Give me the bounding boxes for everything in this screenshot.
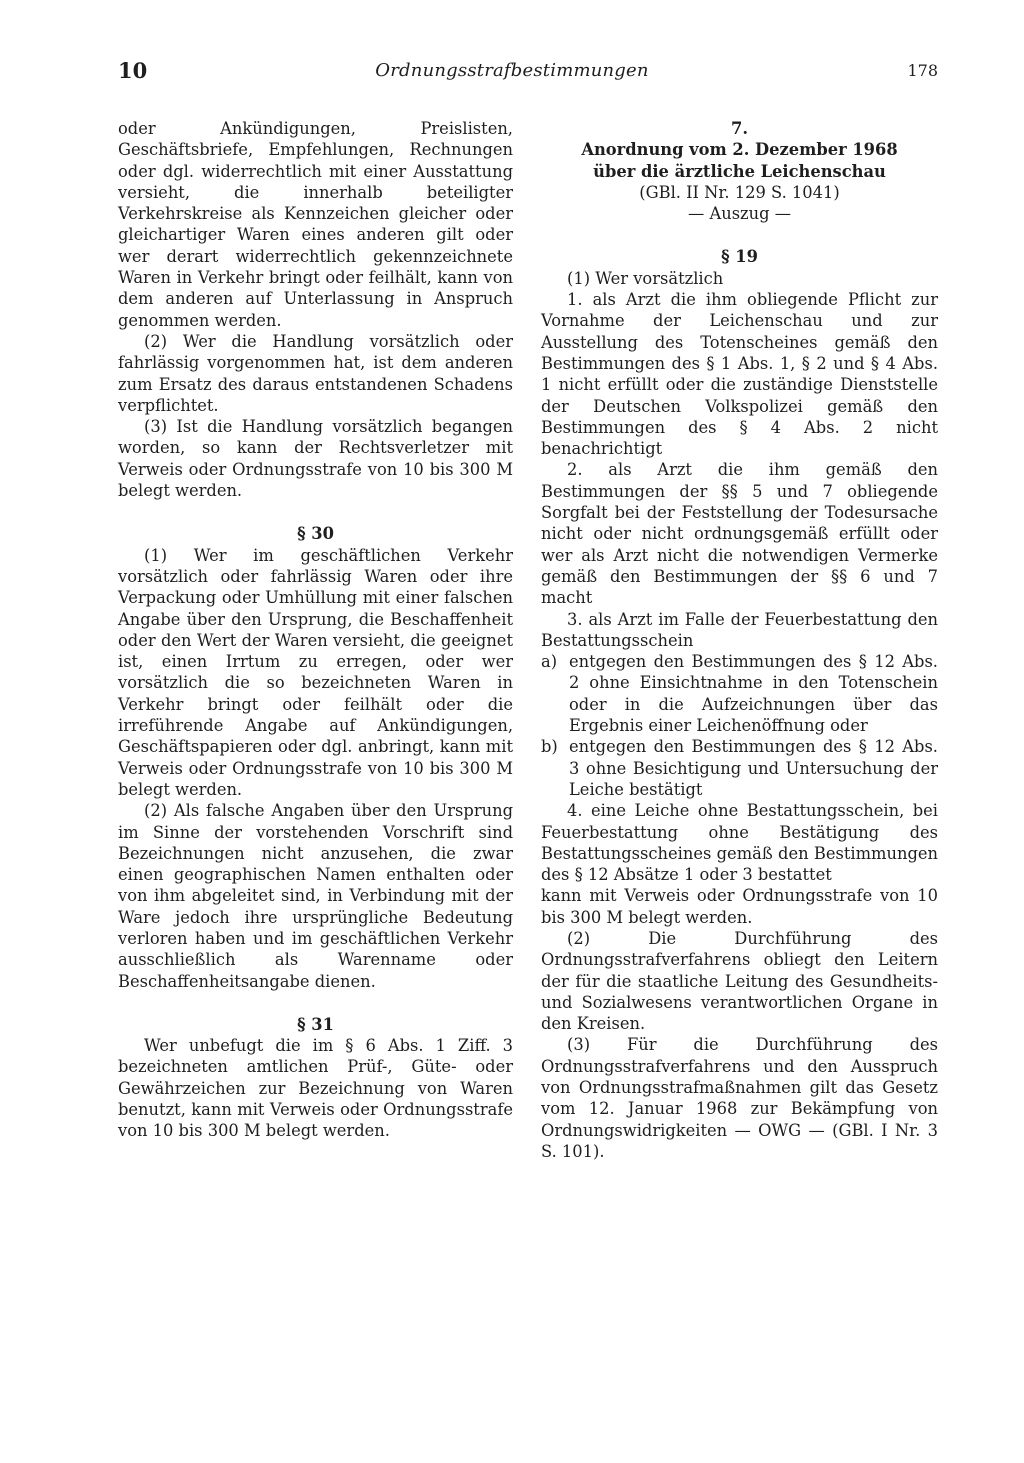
section-heading-19: § 19	[721, 247, 758, 267]
ordinance-title: Anordnung vom 2. Dezember 1968	[581, 140, 898, 160]
paragraph: (3) Ist die Handlung vorsätzlich begangen worden, so kann der Rechtsverletzer mit Verweis oder Ordnungsstrafe von 10 bis 300 M belegt werden.	[118, 417, 513, 501]
running-title: Ordnungsstrafbestimmungen	[375, 60, 649, 81]
paragraph: (2) Wer die Handlung vorsätzlich oder fahrlässig vorgenommen hat, ist dem anderen zum Ersatz des daraus entstandenen Schadens verpflichtet.	[118, 331, 513, 415]
ordinance-extract-note: — Auszug —	[688, 204, 791, 224]
list-item: 3. als Arzt im Falle der Feuerbestattung den Bestattungsschein	[541, 609, 938, 650]
paragraph: kann mit Verweis oder Ordnungsstrafe von 10 bis 300 M belegt werden.	[541, 886, 938, 927]
page-number: 178	[907, 61, 938, 80]
list-item: 2. als Arzt die ihm gemäß den Bestimmungen der §§ 5 und 7 obliegende Sorgfalt bei der Feststellung der Todesursache nicht oder nicht ordnungsgemäß erfüllt oder wer als Arzt nicht die notwendigen Vermerke gemäß den Bestimmungen der §§ 6 und 7 macht	[541, 460, 938, 608]
left-column	[118, 118, 513, 1142]
paragraph: (2) Die Durchführung des Ordnungsstrafverfahrens obliegt den Leitern der für die staatliche Leitung des Gesundheits- und Sozialwesens verantwortlichen Organe in den Kreisen.	[541, 928, 938, 1034]
ordinance-number: 7.	[731, 119, 748, 138]
section-heading-31: § 31	[297, 1014, 334, 1034]
paragraph: (1) Wer vorsätzlich	[567, 268, 724, 288]
paragraph: oder Ankündigungen, Preislisten, Geschäftsbriefe, Empfehlungen, Rechnungen oder dgl. widerrechtlich mit einer Ausstattung versieht, die innerhalb beteiligter Verkehrskreise als Kennzeichen gleicher oder gleichartiger Waren eines anderen gilt oder wer derart widerrechtlich gekennzeichnete Waren in Verkehr bringt oder feilhält, kann von dem anderen auf Unterlassung in Anspruch genommen werden.	[118, 119, 513, 330]
sub-list-item	[541, 736, 938, 800]
ordinance-reference: (GBl. II Nr. 129 S. 1041)	[639, 182, 840, 202]
paragraph: (3) Für die Durchführung des Ordnungsstrafverfahrens und den Ausspruch von Ordnungsstrafmaßnahmen gilt das Gesetz vom 12. Januar 1968 zur Bekämpfung von Ordnungswidrigkeiten — OWG — (GBl. I Nr. 3 S. 101).	[541, 1035, 938, 1161]
sub-list-item	[541, 651, 938, 736]
paragraph: (1) Wer im geschäftlichen Verkehr vorsätzlich oder fahrlässig Waren oder ihre Verpackung oder Umhüllung mit einer falschen Angabe über den Ursprung, die Beschaffenheit oder den Wert der Waren versieht, die geeignet ist, einen Irrtum zu erregen, oder wer vorsätzlich die so bezeichneten Waren in Verkehr bringt oder feilhält oder die irreführende Angabe auf Ankündigungen, Geschäftspapieren oder dgl. anbringt, kann mit Verweis oder Ordnungsstrafe von 10 bis 300 M belegt werden.	[118, 545, 513, 799]
ordinance-title: über die ärztliche Leichenschau	[593, 161, 886, 181]
list-item: 1. als Arzt die ihm obliegende Pflicht zur Vornahme der Leichenschau und zur Ausstellung des Totenscheines gemäß den Bestimmungen des § 1 Abs. 1, § 2 und § 4 Abs. 1 nicht erfüllt oder die zuständige Dienststelle der Deutschen Volkspolizei gemäß den Bestimmungen des § 4 Abs. 2 nicht benachrichtigt	[541, 290, 938, 459]
paragraph: (2) Als falsche Angaben über den Ursprung im Sinne der vorstehenden Vorschrift sind Bezeichnungen nicht anzusehen, die zwar einen geographischen Namen enthalten oder von ihm abgeleitet sind, in Verbindung mit der Ware jedoch ihre ursprüngliche Bedeutung verloren haben und im geschäftlichen Verkehr ausschließlich als Warenname oder Beschaffenheitsangabe dienen.	[118, 801, 513, 991]
list-item: 4. eine Leiche ohne Bestattungsschein, bei Feuerbestattung ohne Bestätigung des Bestattungsscheines gemäß den Bestimmungen des § 12 Absätze 1 oder 3 bestattet	[541, 801, 938, 885]
sub-list-label: b)	[541, 737, 558, 757]
sub-list-text: entgegen den Bestimmungen des § 12 Abs. 2 ohne Einsichtnahme in den Totenschein oder in die Aufzeichnungen über das Ergebnis einer Leichenöffnung oder	[569, 652, 938, 736]
right-column	[541, 118, 938, 1162]
sub-list-label: a)	[541, 652, 558, 672]
paragraph: Wer unbefugt die im § 6 Abs. 1 Ziff. 3 bezeichneten amtlichen Prüf-, Güte- oder Gewährzeichen zur Bezeichnung von Waren benutzt, kann mit Verweis oder Ordnungsstrafe von 10 bis 300 M belegt werden.	[118, 1036, 513, 1141]
sub-list-text: entgegen den Bestimmungen des § 12 Abs. 3 ohne Besichtigung und Untersuchung der Leiche bestätigt	[569, 737, 938, 799]
section-heading-30: § 30	[297, 524, 334, 544]
chapter-number: 10	[118, 58, 148, 83]
